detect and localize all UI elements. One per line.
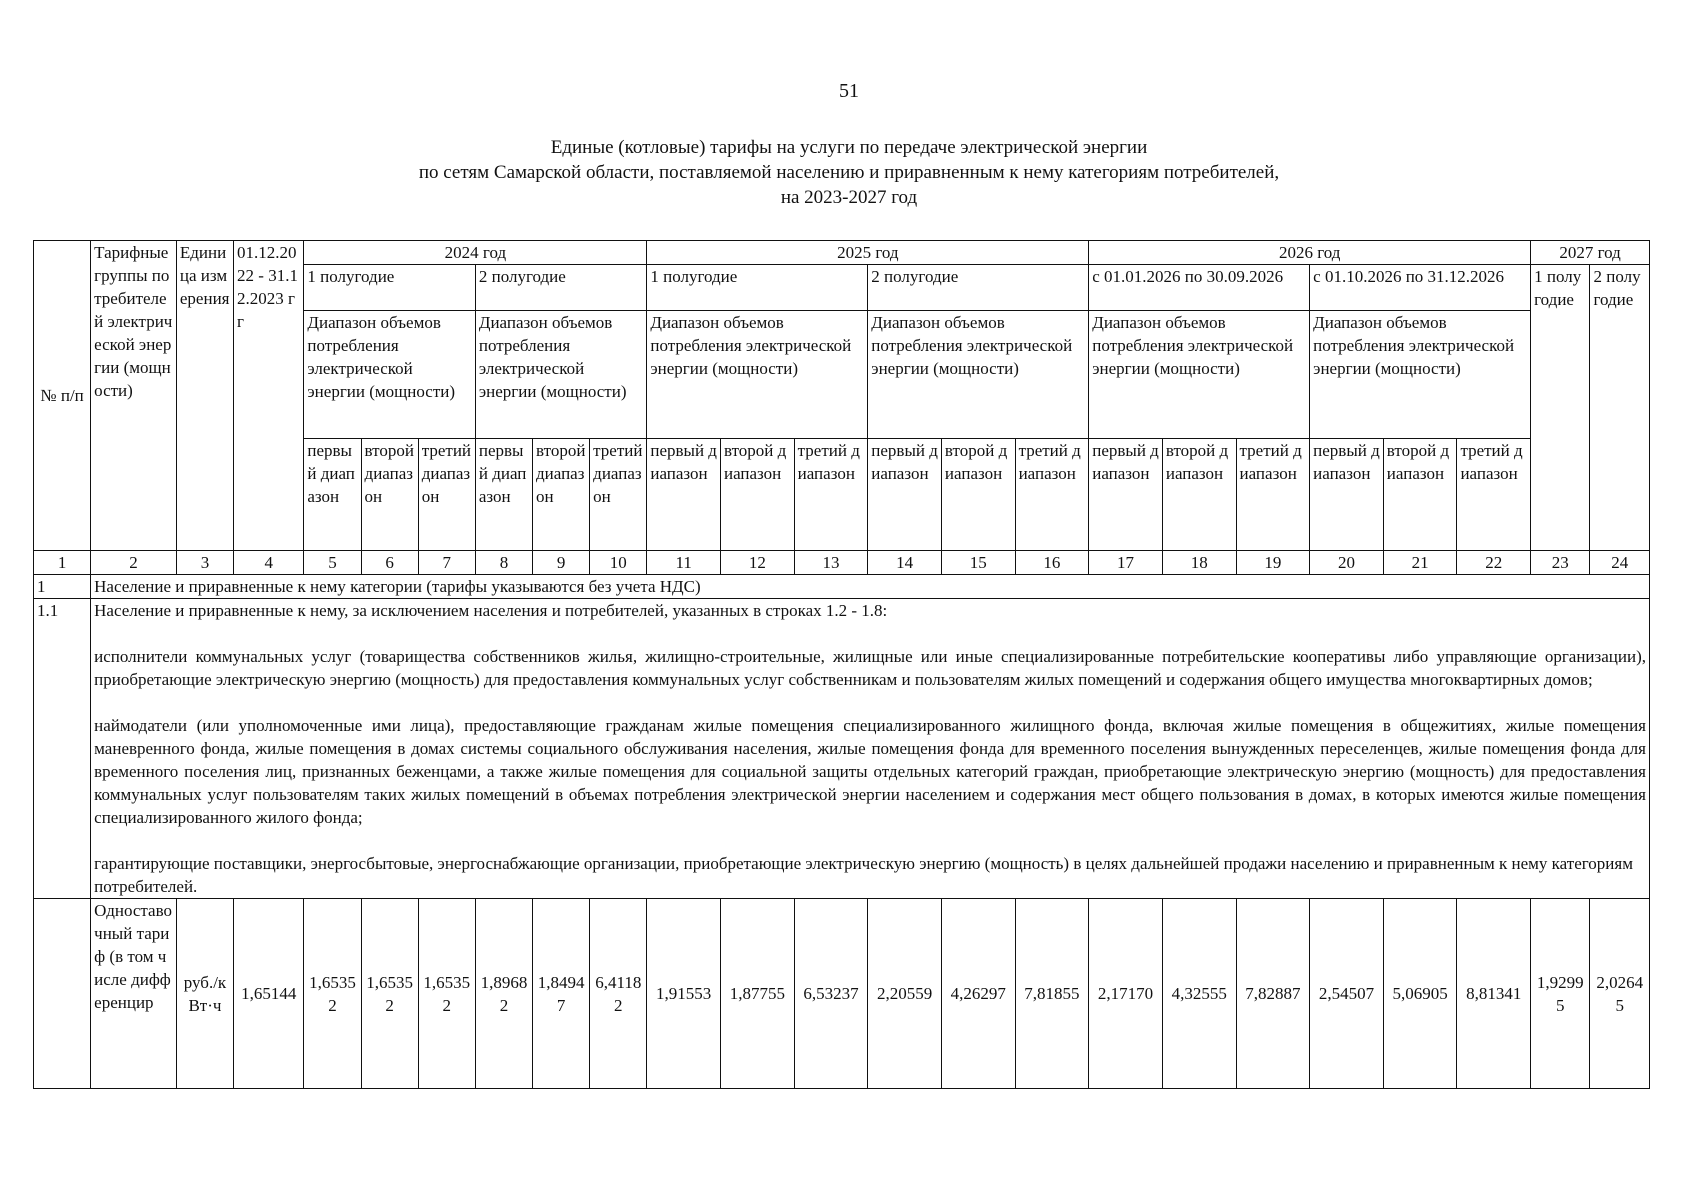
tariff-value: 1,65144 (234, 899, 304, 1089)
tariff-value: 1,89682 (475, 899, 532, 1089)
tariff-value: 1,92995 (1531, 899, 1590, 1089)
tariff-value: 1,84947 (533, 899, 590, 1089)
header-2025-h2-third: третий диапазон (1015, 439, 1089, 551)
header-2026-p1-range: Диапазон объемов потребления электрической энергии (мощности) (1089, 311, 1310, 439)
column-number: 24 (1590, 551, 1650, 575)
header-2024-h2-first: первый диапазон (475, 439, 532, 551)
header-2025-h2-range: Диапазон объемов потребления электрической энергии (мощности) (868, 311, 1089, 439)
header-2024-h2-third: третий диапазон (590, 439, 647, 551)
header-year-2026: 2026 год (1089, 241, 1531, 265)
header-2025-h1-second: второй диапазон (721, 439, 795, 551)
header-2025-h2-first: первый диапазон (868, 439, 942, 551)
title-line-2: по сетям Самарской области, поставляемой населению и приравненным к нему категориям потребителей, (418, 162, 1280, 183)
section-row (34, 575, 1650, 599)
column-number: 13 (794, 551, 868, 575)
header-2026-p2-second: второй диапазон (1383, 439, 1457, 551)
header-2025-half-1: 1 полугодие (647, 265, 868, 311)
tariff-value: 5,06905 (1383, 899, 1457, 1089)
column-number: 7 (418, 551, 475, 575)
header-2024-h1-second: второй диапазон (361, 439, 418, 551)
section-title: Население и приравненные к нему категории (тарифы указываются без учета НДС) (91, 575, 1650, 599)
tariff-name: Одноставочный тариф (в том числе дифференцир (91, 899, 177, 1089)
header-2026-p2-range: Диапазон объемов потребления электрической энергии (мощности) (1310, 311, 1531, 439)
title-line-1: Единые (котловые) тарифы на услуги по передаче электрической энергии (550, 137, 1148, 158)
tariff-value: 8,81341 (1457, 899, 1531, 1089)
tariff-value: 7,82887 (1236, 899, 1310, 1089)
subsection-description (91, 599, 1650, 899)
tariff-value: 2,17170 (1089, 899, 1163, 1089)
tariff-table (33, 240, 1650, 1089)
column-number: 10 (590, 551, 647, 575)
tariff-row (34, 899, 1650, 1089)
tariff-value: 1,91553 (647, 899, 721, 1089)
column-number: 16 (1015, 551, 1089, 575)
header-tariff-groups: Тарифные группы потребителей электрической энергии (мощности) (91, 241, 177, 551)
tariff-value: 7,81855 (1015, 899, 1089, 1089)
subsection-paragraph-2: наймодатели (или уполномоченные ими лица), предоставляющие гражданам жилые помещения специализированного жилищного фонда, включая жилые помещения в общежитиях, жилые помещения маневренного фонда, жилые помещения в домах системы социального обслуживания населения, жилые помещения фонда для временного поселения вынужденных переселенцев, жилые помещения фонда для временного поселения лиц, признанных беженцами, а также жилые помещения для социальной защиты отдельных категорий граждан, приобретающие электрическую энергию (мощность) для предоставления коммунальных услуг пользователям таких жилых помещений в объемах потребления электрической энергии населением и содержания мест общего пользования в домах, в которых имеются жилые помещения специализированного жилого фонда; (94, 716, 1646, 827)
subsection-number: 1.1 (34, 599, 91, 899)
header-year-2025: 2025 год (647, 241, 1089, 265)
section-number: 1 (34, 575, 91, 599)
header-period-2023: 01.12.2022 - 31.12.2023 гг (234, 241, 304, 551)
column-number: 11 (647, 551, 721, 575)
column-number: 22 (1457, 551, 1531, 575)
header-2024-h1-range: Диапазон объемов потребления электрической энергии (мощности) (304, 311, 475, 439)
header-2026-p1-second: второй диапазон (1162, 439, 1236, 551)
subsection-paragraph-1: исполнители коммунальных услуг (товарищества собственников жилья, жилищно-строительные, жилищные или иные специализированные потребительские кооперативы либо управляющие организации), приобретающие электрическую энергию (мощность) для предоставления коммунальных услуг собственникам и пользователям жилых помещений и содержания общего имущества многоквартирных домов; (94, 647, 1646, 689)
header-2025-h1-range: Диапазон объемов потребления электрической энергии (мощности) (647, 311, 868, 439)
header-2025-half-2: 2 полугодие (868, 265, 1089, 311)
column-number: 5 (304, 551, 361, 575)
tariff-value: 2,20559 (868, 899, 942, 1089)
header-2026-p2-third: третий диапазон (1457, 439, 1531, 551)
column-number: 6 (361, 551, 418, 575)
header-year-2027: 2027 год (1531, 241, 1650, 265)
header-year-2024: 2024 год (304, 241, 647, 265)
tariff-value: 2,54507 (1310, 899, 1384, 1089)
header-2026-p1-first: первый диапазон (1089, 439, 1163, 551)
tariff-value: 6,41182 (590, 899, 647, 1089)
column-number: 18 (1162, 551, 1236, 575)
column-number: 2 (91, 551, 177, 575)
tariff-value: 1,65352 (418, 899, 475, 1089)
header-2026-p2-first: первый диапазон (1310, 439, 1384, 551)
column-number: 23 (1531, 551, 1590, 575)
tariff-value: 4,26297 (941, 899, 1015, 1089)
column-number: 9 (533, 551, 590, 575)
header-2025-h2-second: второй диапазон (941, 439, 1015, 551)
column-number: 3 (176, 551, 233, 575)
header-2026-period-2: с 01.10.2026 по 31.12.2026 (1310, 265, 1531, 311)
header-2024-half-1: 1 полугодие (304, 265, 475, 311)
column-number: 4 (234, 551, 304, 575)
subsection-intro: Население и приравненные к нему, за исключением населения и потребителей, указанных в строках 1.2 - 1.8: (94, 601, 888, 620)
tariff-row-empty-cell (34, 899, 91, 1089)
header-2024-h2-second: второй диапазон (533, 439, 590, 551)
subsection-row (34, 599, 1650, 899)
header-2025-h1-third: третий диапазон (794, 439, 868, 551)
column-number: 1 (34, 551, 91, 575)
column-number-row (34, 551, 1650, 575)
header-2026-p1-third: третий диапазон (1236, 439, 1310, 551)
header-2024-h1-first: первый диапазон (304, 439, 361, 551)
header-2024-half-2: 2 полугодие (475, 265, 647, 311)
column-number: 12 (721, 551, 795, 575)
header-2024-h2-range: Диапазон объемов потребления электрической энергии (мощности) (475, 311, 647, 439)
subsection-paragraph-3: гарантирующие поставщики, энергосбытовые, энергоснабжающие организации, приобретающие электрическую энергию (мощность) в целях дальнейшей продажи населению и приравненным к нему категориям потребителей. (94, 854, 1633, 896)
column-number: 14 (868, 551, 942, 575)
column-number: 19 (1236, 551, 1310, 575)
tariff-value: 4,32555 (1162, 899, 1236, 1089)
column-number: 8 (475, 551, 532, 575)
tariff-value: 1,65352 (361, 899, 418, 1089)
column-number: 21 (1383, 551, 1457, 575)
tariff-value: 1,65352 (304, 899, 361, 1089)
tariff-value: 6,53237 (794, 899, 868, 1089)
tariff-value: 1,87755 (721, 899, 795, 1089)
header-2027-half-1: 1 полугодие (1531, 265, 1590, 551)
column-number: 15 (941, 551, 1015, 575)
header-2026-period-1: с 01.01.2026 по 30.09.2026 (1089, 265, 1310, 311)
header-no: № п/п (34, 241, 91, 551)
tariff-value: 2,02645 (1590, 899, 1650, 1089)
title-line-3: на 2023-2027 год (780, 187, 918, 208)
header-2024-h1-third: третий диапазон (418, 439, 475, 551)
header-2027-half-2: 2 полугодие (1590, 265, 1650, 551)
tariff-unit: руб./кВт·ч (176, 899, 233, 1089)
column-number: 20 (1310, 551, 1384, 575)
document-title (0, 135, 1698, 210)
column-number: 17 (1089, 551, 1163, 575)
page-number: 51 (839, 80, 859, 102)
header-2025-h1-first: первый диапазон (647, 439, 721, 551)
header-unit: Единица измерения (176, 241, 233, 551)
